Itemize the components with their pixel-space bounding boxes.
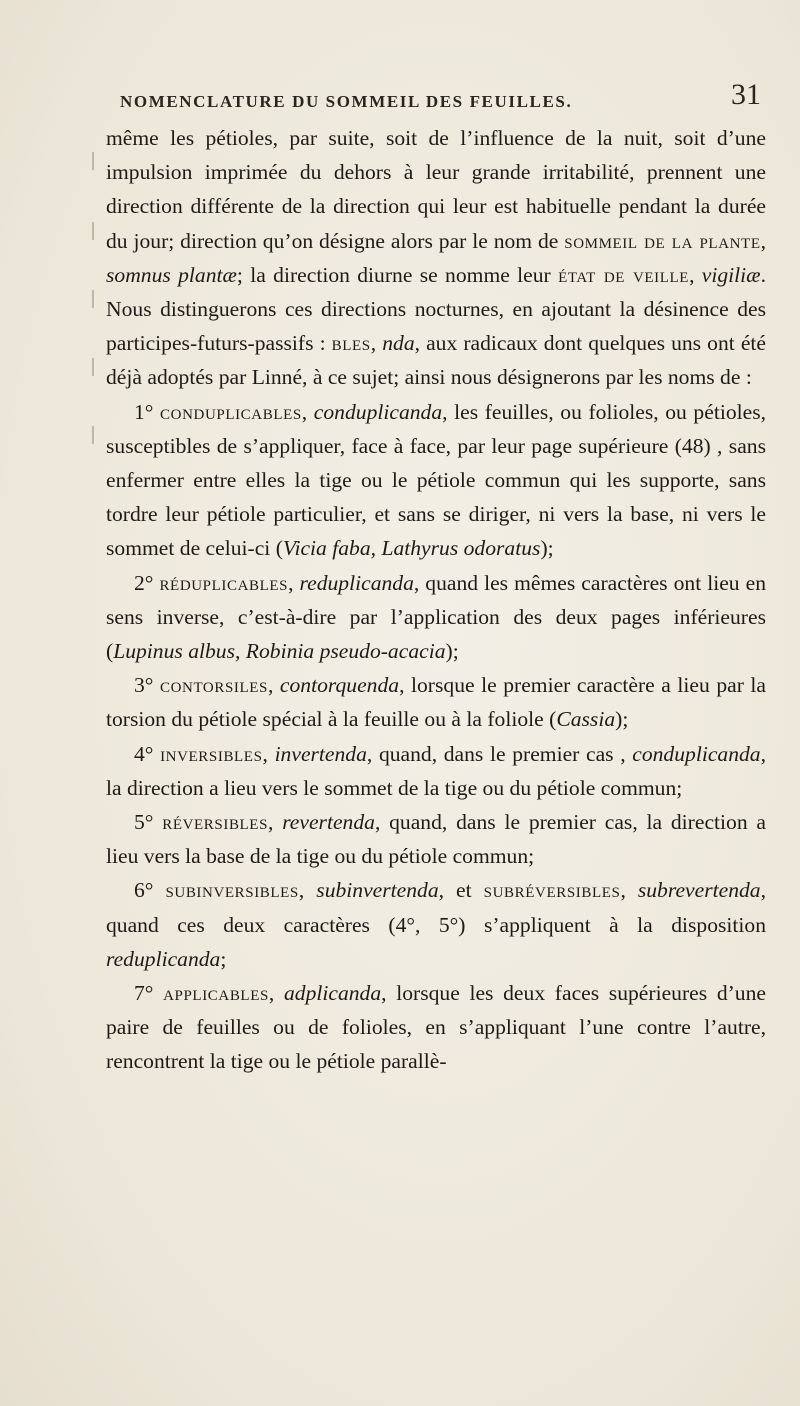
text-run: ); xyxy=(615,707,629,732)
italic-term: Lupinus albus, Robinia pseudo-acacia xyxy=(113,639,446,664)
text-run: , lorsque le premier caractère a lieu par la torsion du pétiole spécial à la feuille ou à la foliole ( xyxy=(106,673,767,732)
text-run: , xyxy=(298,878,317,903)
small-caps-term: applicables xyxy=(163,981,269,1006)
text-run: même les pétioles, par suite, soit de l’influence de la nuit, soit d’une impulsion imprimée du dehors à leur grande irritabilité, prennent une direction différente de la direction qui leur est habituelle pendant la durée du jour; direction qu’on désigne alors par le nom de xyxy=(106,126,766,253)
text-run: ; la direction diurne se nomme leur xyxy=(236,262,559,287)
text-run: , xyxy=(268,981,284,1006)
italic-term: subrevertenda xyxy=(637,878,761,903)
small-caps-term: conduplicables xyxy=(160,399,302,424)
text-run: 7° xyxy=(134,981,164,1006)
italic-term: revertenda xyxy=(282,810,375,835)
small-caps-term: réduplicables xyxy=(159,570,289,595)
paragraph xyxy=(106,668,766,736)
italic-term: somnus plantæ xyxy=(106,262,237,287)
small-caps-term: contorsiles xyxy=(159,673,268,698)
text-run: 4° xyxy=(134,741,161,766)
small-caps-term: état de veille xyxy=(558,262,690,287)
text-run: ); xyxy=(540,536,554,561)
text-run: , les feuilles, ou folioles, ou pétioles, susceptibles de s’appliquer, face à face, par leur page supérieure (48) , sans enfermer entre elles la tige ou le pétiole commun qui les supporte, sans tordre leur pétiole particulier, et sans se diriger, ni vers la base, ni vers le sommet de celui-ci ( xyxy=(106,399,766,561)
italic-term: nda xyxy=(382,331,415,356)
paragraph xyxy=(106,121,766,395)
margin-mark xyxy=(92,290,94,308)
margin-mark xyxy=(92,358,94,376)
paragraph xyxy=(106,737,766,805)
text-run: , xyxy=(267,673,280,698)
text-run: , xyxy=(268,810,283,835)
paragraph xyxy=(106,805,766,873)
italic-term: adplicanda xyxy=(283,981,382,1006)
margin-mark xyxy=(92,222,94,240)
text-run: , xyxy=(620,878,638,903)
small-caps-term: inversibles xyxy=(160,741,263,766)
paragraph xyxy=(106,566,766,669)
text-run: , xyxy=(301,399,314,424)
text-run: , quand les mêmes caractères ont lieu en sens inverse, c’est-à-dire par l’application des deux pages inférieures ( xyxy=(106,570,766,664)
text-run: ; xyxy=(220,946,227,971)
small-caps-term: sommeil de la plante xyxy=(564,228,761,253)
text-run: 2° xyxy=(134,570,160,595)
page-header xyxy=(100,78,765,118)
italic-term: reduplicanda xyxy=(299,570,414,595)
paragraph xyxy=(106,395,766,566)
text-run: 1° xyxy=(134,399,161,424)
italic-term: conduplicanda xyxy=(632,741,761,766)
page-number: 31 xyxy=(731,78,761,111)
italic-term: contorquenda xyxy=(279,673,400,698)
text-run: 5° xyxy=(134,810,163,835)
text-run: , la direction a lieu vers le sommet de la tige ou du pétiole commun; xyxy=(106,741,766,800)
italic-term: vigiliæ xyxy=(701,262,761,287)
margin-mark xyxy=(92,152,94,170)
italic-term: conduplicanda xyxy=(313,399,443,424)
text-run: 6° xyxy=(134,878,166,903)
italic-term: reduplicanda xyxy=(106,946,221,971)
text-run: , aux radicaux dont quelques uns ont été déjà adoptés par Linné, à ce sujet; ainsi nous désignerons par les noms de : xyxy=(106,331,767,390)
running-title: NOMENCLATURE DU SOMMEIL DES FEUILLES. xyxy=(120,92,573,111)
text-run: , quand ces deux caractères (4°, 5°) s’appliquent à la disposition xyxy=(106,878,766,937)
small-caps-term: réversibles xyxy=(162,810,269,835)
text-run: , xyxy=(760,228,766,253)
text-run: , quand, dans le premier cas, la direction a lieu vers la base de la tige ou du pétiole commun; xyxy=(106,810,767,869)
small-caps-term: bles xyxy=(331,331,371,356)
italic-term: Vicia faba, Lathyrus odoratus xyxy=(282,536,541,561)
text-run: 3° xyxy=(134,673,160,698)
margin-marks xyxy=(92,152,96,452)
italic-term: invertenda xyxy=(274,741,367,766)
text-run: , xyxy=(689,262,702,287)
paragraph xyxy=(106,976,766,1079)
text-run: . Nous distinguerons ces directions nocturnes, en ajoutant la désinence des participes-futurs-passifs : xyxy=(106,262,766,356)
text-run: , quand, dans le premier cas , xyxy=(366,741,633,766)
margin-mark xyxy=(92,426,94,444)
text-run: , xyxy=(288,570,300,595)
body-text xyxy=(106,121,766,1079)
text-run: , et xyxy=(438,878,484,903)
text-run: ); xyxy=(445,639,459,664)
paragraph xyxy=(106,873,766,976)
text-run: , lorsque les deux faces supérieures d’une paire de feuilles ou de folioles, en s’appliquant l’une contre l’autre, rencontrent la tige ou le pétiole parallè- xyxy=(106,981,766,1074)
italic-term: Cassia xyxy=(556,707,616,732)
text-run: , xyxy=(262,741,275,766)
small-caps-term: subréversibles xyxy=(483,878,621,903)
small-caps-term: subinversibles xyxy=(165,878,299,903)
italic-term: subinvertenda xyxy=(316,878,439,903)
text-run: , xyxy=(370,331,383,356)
